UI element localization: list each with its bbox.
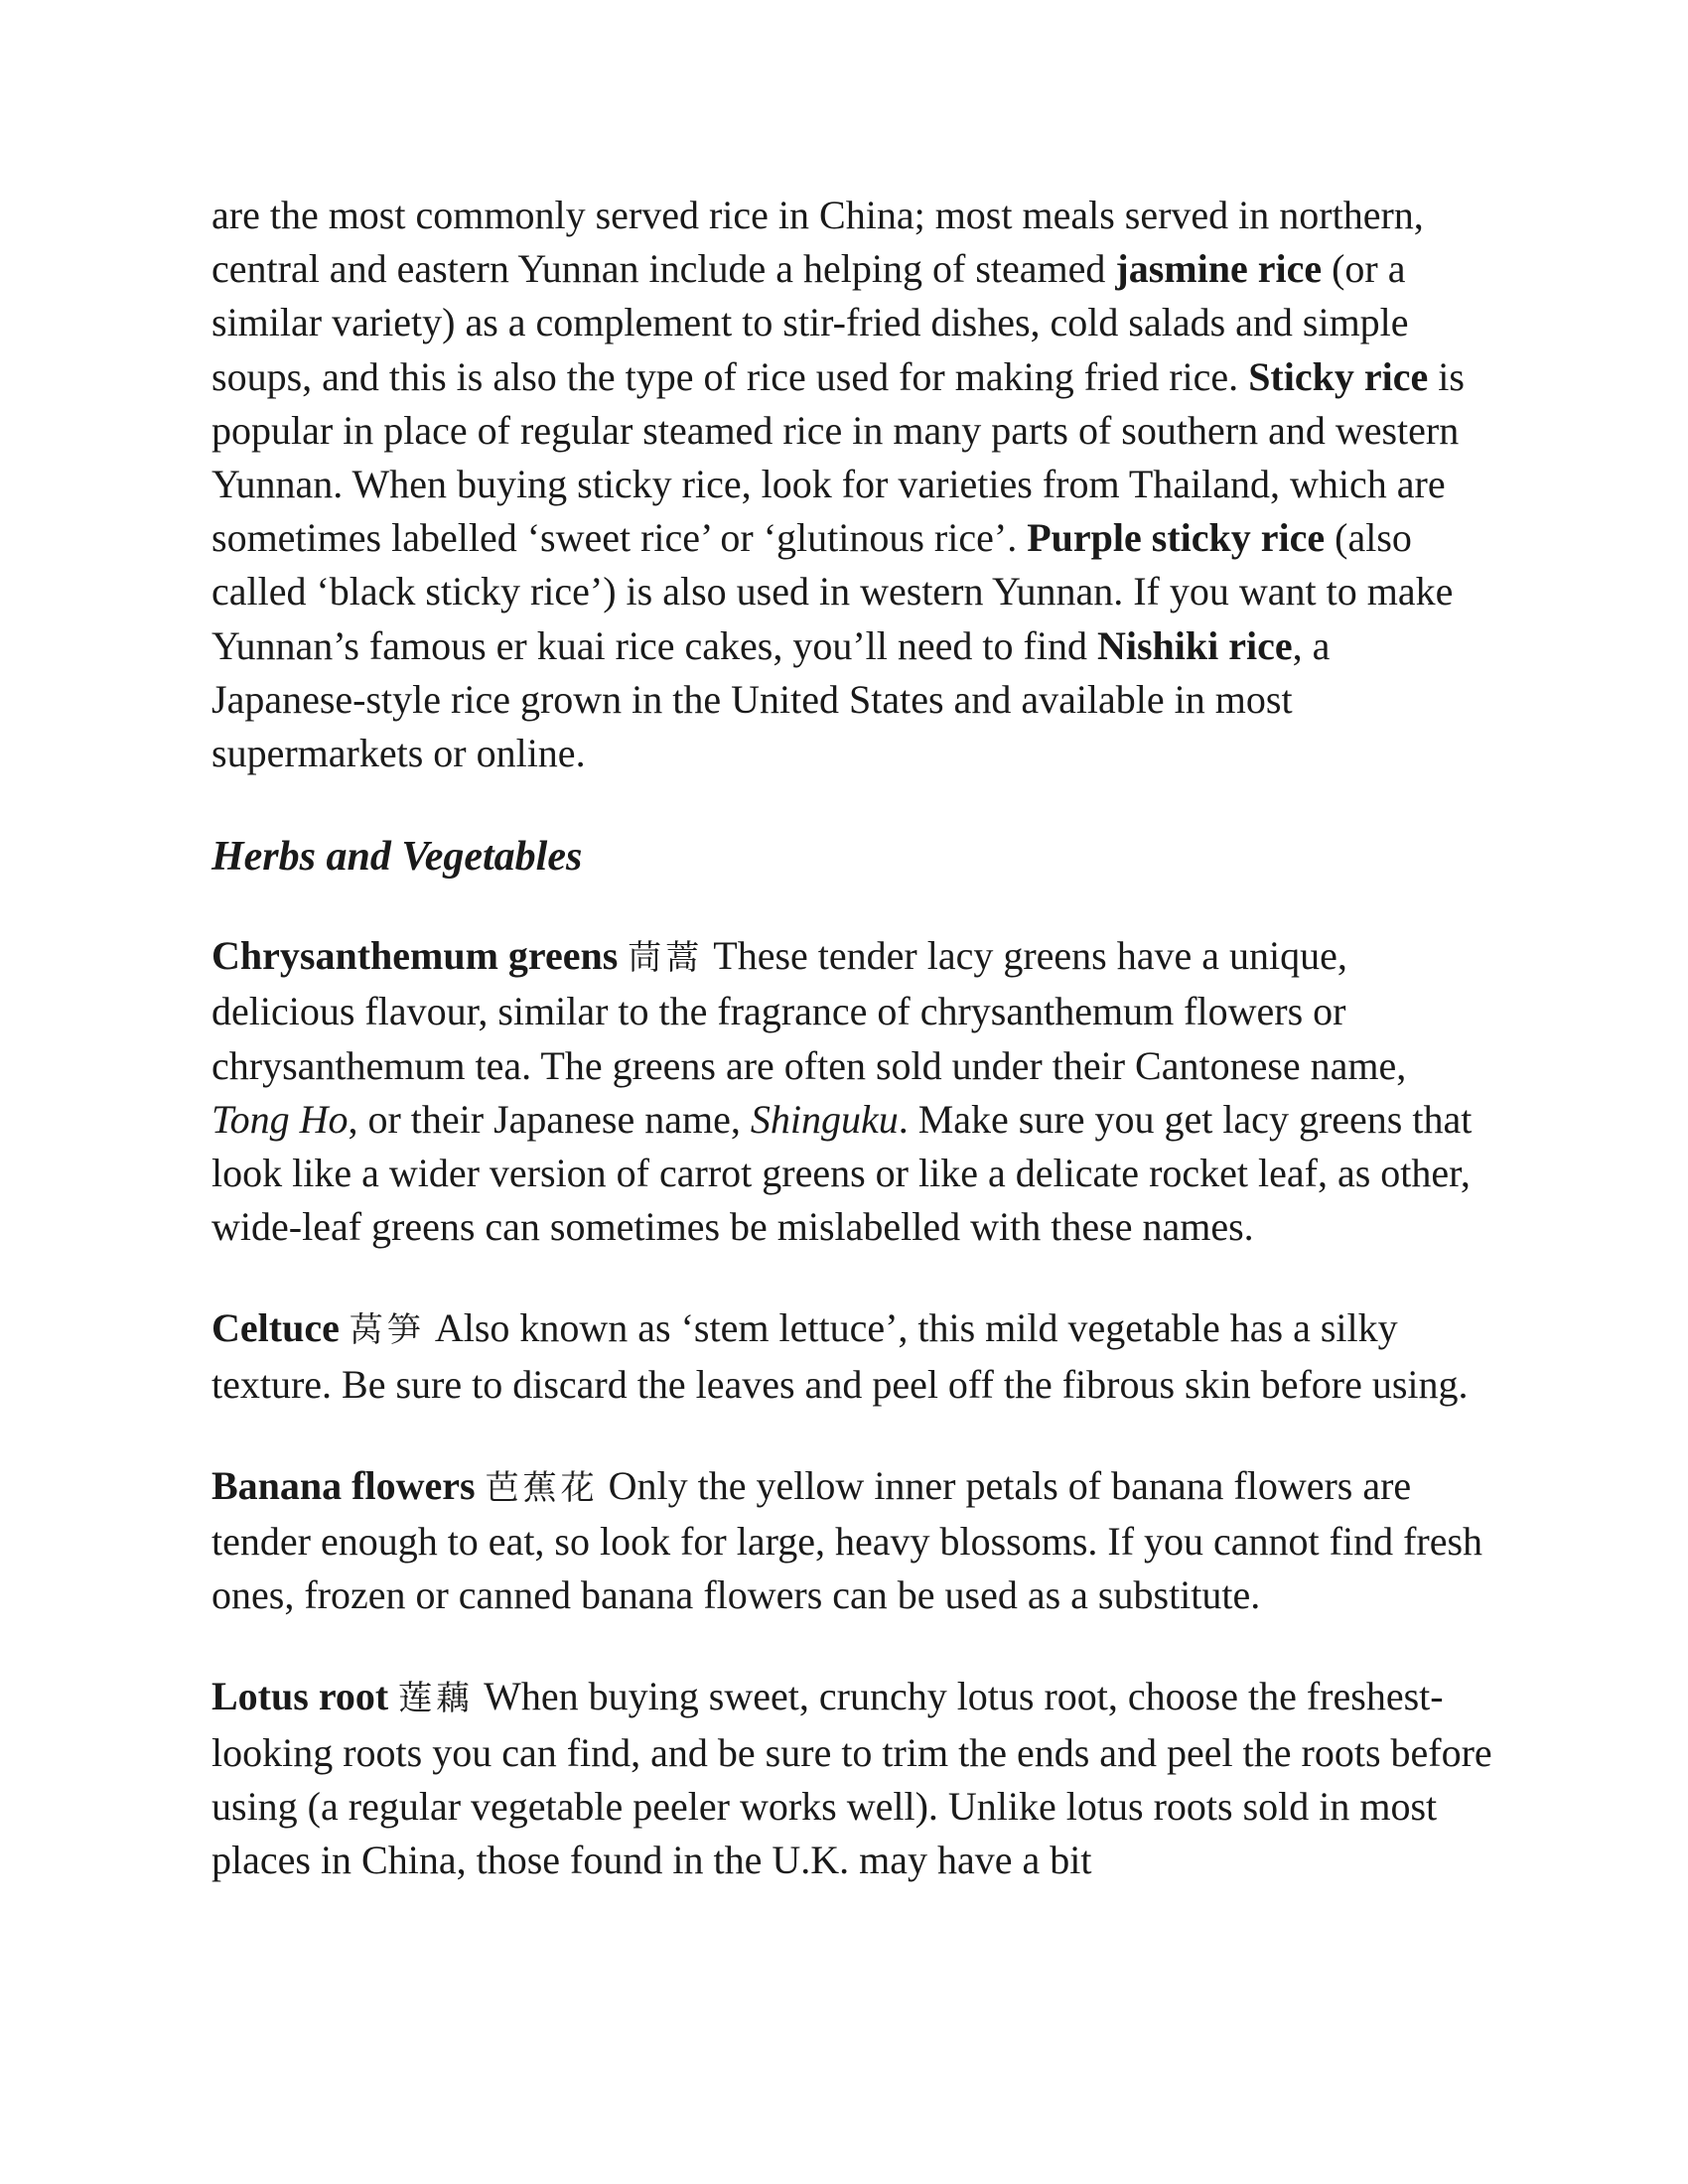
entry-banana-flowers xyxy=(211,1459,1492,1623)
entry-celtuce xyxy=(211,1301,1492,1411)
entry-text-1: These tender lacy greens have a unique, delicious flavour, similar to the fragrance of chrysanthemum flowers or chrysanthemum tea. The greens are often sold under their Cantonese name, xyxy=(211,933,1407,1088)
rice-paragraph xyxy=(211,189,1492,780)
term-nishiki-rice: Nishiki rice xyxy=(1096,622,1293,668)
term-jasmine-rice: jasmine rice xyxy=(1115,246,1323,292)
page-body xyxy=(211,189,1492,1887)
entry-term: Lotus root xyxy=(211,1674,389,1719)
rice-text-2: (or a similar variety) as a complement to stir-fried dishes, cold salads and simple soups, and this is also the type of rice used for making fried rice. xyxy=(211,246,1409,399)
term-sticky-rice: Sticky rice xyxy=(1248,353,1429,399)
rice-text-5: , a Japanese-style rice grown in the United States and available in most supermarkets or online. xyxy=(211,622,1331,776)
entry-lotus-root xyxy=(211,1670,1492,1887)
section-heading: Herbs and Vegetables xyxy=(211,834,583,881)
entry-chinese-name: 芭蕉花 xyxy=(485,1467,599,1508)
entry-text: Also known as ‘stem lettuce’, this mild vegetable has a silky texture. Be sure to discard the leaves and peel off the fibrous skin before using. xyxy=(211,1305,1469,1407)
entry-chinese-name: 莴笋 xyxy=(349,1310,425,1351)
entry-italic-tong-ho: Tong Ho xyxy=(211,1096,349,1142)
entry-chrysanthemum-greens xyxy=(211,929,1492,1254)
entry-text-2: , or their Japanese name, xyxy=(348,1096,751,1142)
entry-text: When buying sweet, crunchy lotus root, choose the freshest-looking roots you can find, and be sure to trim the ends and peel the roots before using (a regular vegetable peeler works well). Unlike lotus roots sold in most places in China, those found in the U.K. may have a bit xyxy=(211,1674,1492,1883)
entry-chinese-name: 茼蒿 xyxy=(628,938,704,979)
entry-text-3: . Make sure you get lacy greens that look like a wider version of carrot greens or like a delicate rocket leaf, as other, wide-leaf greens can sometimes be mislabelled with these names. xyxy=(211,1096,1473,1250)
rice-text-4: (also called ‘black sticky rice’) is also used in western Yunnan. If you want to make Yunnan’s famous er kuai rice cakes, you’ll need to find xyxy=(211,515,1454,668)
entry-chinese-name: 莲藕 xyxy=(398,1679,475,1719)
rice-text-1: are the most commonly served rice in China; most meals served in northern, central and eastern Yunnan include a helping of steamed xyxy=(211,193,1424,292)
entry-text: Only the yellow inner petals of banana flowers are tender enough to eat, so look for large, heavy blossoms. If you cannot find fresh ones, frozen or canned banana flowers can be used as a substitute. xyxy=(211,1462,1483,1618)
entry-italic-shinguku: Shinguku xyxy=(750,1096,899,1142)
rice-text-3: is popular in place of regular steamed rice in many parts of southern and western Yunnan. When buying sticky rice, look for varieties from Thailand, which are sometimes labelled ‘sweet rice’ or ‘glutinous rice’. xyxy=(211,353,1465,561)
term-purple-sticky-rice: Purple sticky rice xyxy=(1027,515,1326,561)
entry-term: Chrysanthemum greens xyxy=(211,933,619,979)
entry-term: Banana flowers xyxy=(211,1462,476,1508)
entry-term: Celtuce xyxy=(211,1305,340,1351)
